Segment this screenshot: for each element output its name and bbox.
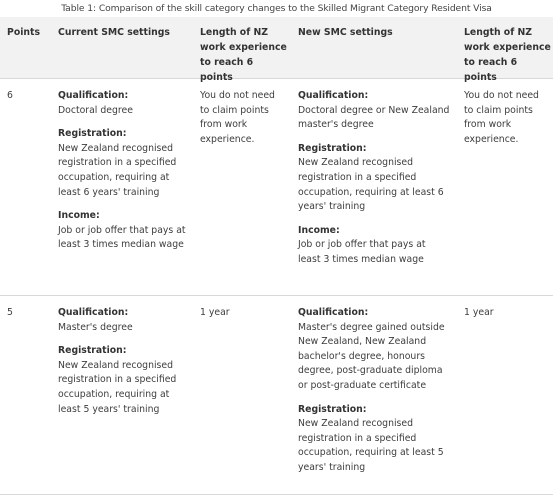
registration-label: Registration: — [58, 128, 127, 140]
registration-label: Registration: — [58, 345, 127, 357]
registration-value: New Zealand recognised registration in a specified occupation, requiring at least 5 years' training — [298, 418, 444, 473]
registration-value: New Zealand recognised registration in a specified occupation, requiring at least 6 years' training — [58, 142, 177, 198]
qualification-label: Qualification: — [298, 307, 369, 318]
registration-label: Registration: — [298, 403, 367, 415]
qualification-label: Qualification: — [298, 90, 369, 101]
header-points: Points — [7, 27, 40, 38]
header-current-settings: Current SMC settings — [58, 27, 170, 38]
header-length-new: Length of NZ work experience to reach 6 points — [464, 27, 551, 83]
income-value: Job or job offer that pays at least 3 times median wage — [298, 239, 426, 265]
table-caption: Table 1: Comparison of the skill category changes to the Skilled Migrant Category Resident Visa — [61, 3, 492, 14]
header-new-settings: New SMC settings — [298, 27, 393, 38]
registration-value: New Zealand recognised registration in a specified occupation, requiring at least 5 years' training — [58, 359, 177, 415]
current-settings-cell — [58, 89, 188, 253]
new-settings-cell — [298, 306, 450, 476]
qualification-value: Doctoral degree or New Zealand master's degree — [298, 104, 450, 131]
length-new-cell: 1 year — [464, 307, 494, 318]
qualification-value: Doctoral degree — [58, 104, 133, 116]
header-length-current: Length of NZ work experience to reach 6 points — [200, 27, 287, 83]
qualification-label: Qualification: — [58, 307, 129, 318]
table-row — [0, 79, 553, 296]
length-new-cell: You do not need to claim points from work experience. — [464, 90, 539, 145]
qualification-value: Master's degree gained outside New Zealand, New Zealand bachelor's degree, honours degree, post-graduate diploma or post-graduate certificate — [298, 321, 445, 391]
points-cell: 6 — [7, 90, 13, 101]
income-value: Job or job offer that pays at least 3 times median wage — [58, 224, 186, 251]
comparison-table — [0, 17, 553, 495]
qualification-label: Qualification: — [58, 90, 129, 101]
length-current-cell: 1 year — [200, 307, 230, 318]
income-label: Income: — [298, 224, 340, 236]
length-current-cell: You do not need to claim points from work experience. — [200, 90, 275, 145]
new-settings-cell — [298, 89, 450, 268]
registration-value: New Zealand recognised registration in a specified occupation, requiring at least 6 years' training — [298, 157, 444, 213]
current-settings-cell — [58, 306, 188, 417]
points-cell: 5 — [7, 307, 13, 318]
qualification-value: Master's degree — [58, 321, 133, 333]
table-header-row — [0, 17, 553, 83]
table-row — [0, 296, 553, 495]
registration-label: Registration: — [298, 142, 367, 154]
income-label: Income: — [58, 210, 100, 222]
